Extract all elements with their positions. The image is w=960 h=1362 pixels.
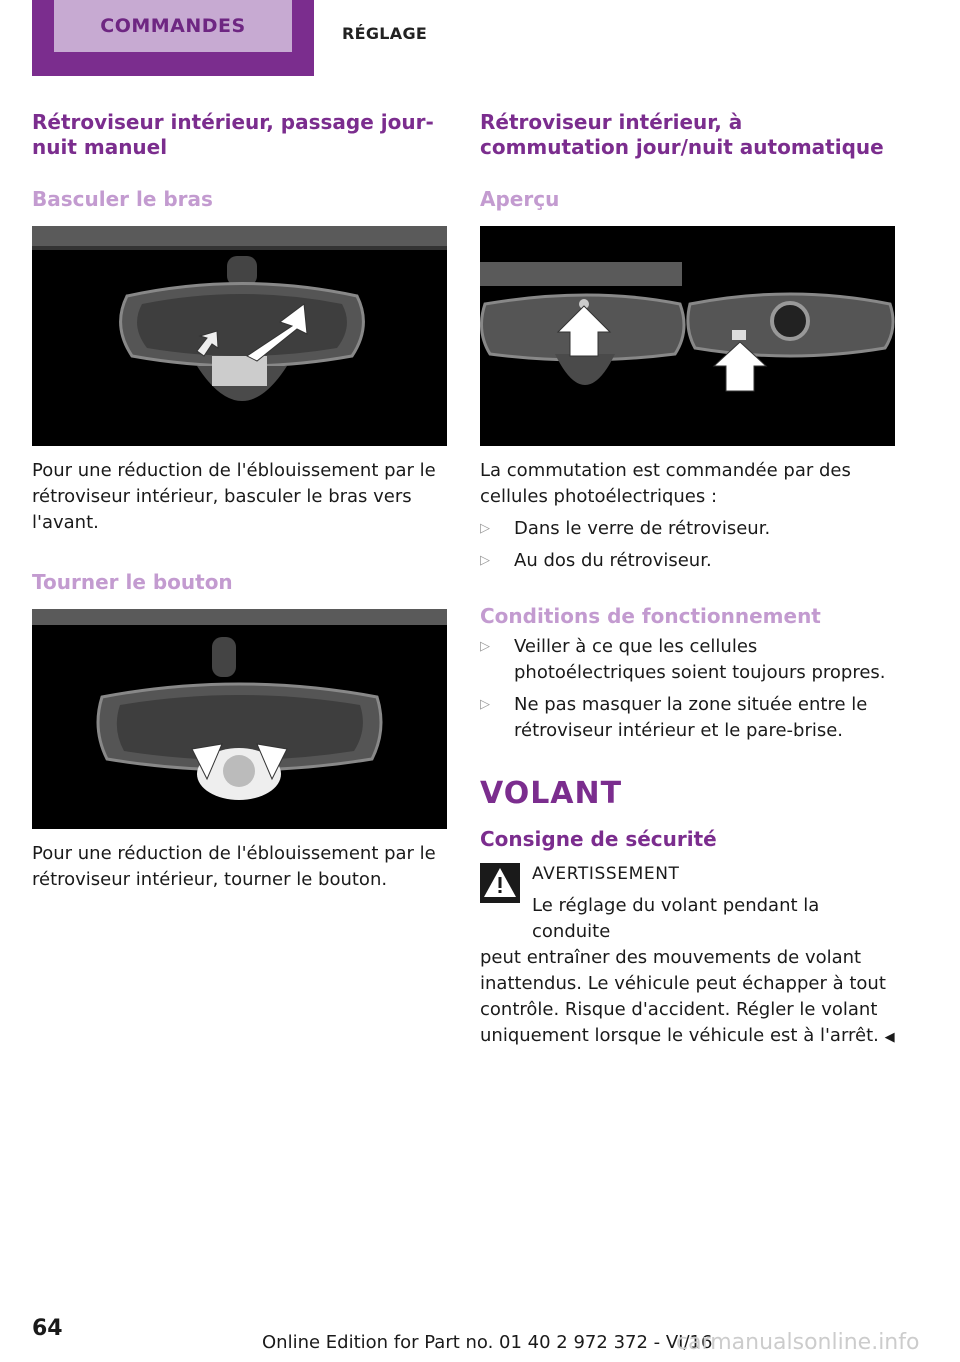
turn-knob-text: Pour une réduction de l'éblouissement par le rétroviseur intérieur, tourner le bouton. <box>32 843 436 890</box>
end-of-warning-icon: ◀ <box>884 1030 895 1045</box>
section-tab-label: RÉGLAGE <box>342 24 428 43</box>
warning-block <box>480 863 896 1051</box>
list-item: ▷ Ne pas masquer la zone située entre le rétroviseur intérieur et le pare-brise. <box>480 694 868 741</box>
list-item: ▷ Veiller à ce que les cellules photoélectriques soient toujours propres. <box>480 636 886 683</box>
overview-heading: Aperçu <box>480 187 560 211</box>
left-column <box>32 110 448 893</box>
list-item: ▷ Au dos du rétroviseur. <box>480 548 896 574</box>
photocell-intro-text: La commutation est commandée par des cellules photoélectriques : <box>480 460 851 507</box>
bullet-triangle-icon: ▷ <box>480 697 490 712</box>
safety-notice-heading: Consigne de sécurité <box>480 827 717 851</box>
auto-mirror-photo <box>480 226 895 446</box>
auto-mirror-title: Rétroviseur intérieur, à commutation jour/nuit automatique <box>480 110 884 159</box>
mirror-knob-photo <box>32 609 447 829</box>
list-item: ▷ Dans le verre de rétroviseur. <box>480 516 896 542</box>
manual-mirror-title: Rétroviseur intérieur, passage jour-nuit manuel <box>32 110 434 159</box>
mirror-lever-photo <box>32 226 447 446</box>
photocell-list <box>480 516 896 574</box>
operating-conditions-heading: Conditions de fonctionnement <box>480 604 821 628</box>
warning-text: peut entraîner des mouvements de volant inattendus. Le véhicule peut échapper à tout contrôle. Risque d'accident. Régler le volant uniquement lorsque le véhicule est à l'arrêt. ◀ <box>480 947 895 1046</box>
edition-footer: Online Edition for Part no. 01 40 2 972 372 - VI/16 <box>262 1332 713 1353</box>
chapter-tab[interactable] <box>32 0 314 76</box>
bullet-triangle-icon: ▷ <box>480 521 490 536</box>
warning-text-first-line: Le réglage du volant pendant la conduite <box>532 895 820 942</box>
page-number: 64 <box>32 1316 63 1341</box>
warning-label: AVERTISSEMENT <box>532 864 680 884</box>
right-column <box>480 110 896 1051</box>
warning-triangle-icon <box>480 863 520 903</box>
chapter-tab-label: COMMANDES <box>54 0 292 52</box>
bullet-triangle-icon: ▷ <box>480 553 490 568</box>
tilt-lever-text: Pour une réduction de l'éblouissement par le rétroviseur intérieur, basculer le bras vers l'avant. <box>32 460 436 533</box>
conditions-list <box>480 634 896 744</box>
bullet-triangle-icon: ▷ <box>480 639 490 654</box>
tilt-lever-heading: Basculer le bras <box>32 187 213 211</box>
watermark: carmanualsonline.info <box>676 1330 920 1355</box>
turn-knob-heading: Tourner le bouton <box>32 570 233 594</box>
steering-wheel-section-title: VOLANT <box>480 776 623 811</box>
